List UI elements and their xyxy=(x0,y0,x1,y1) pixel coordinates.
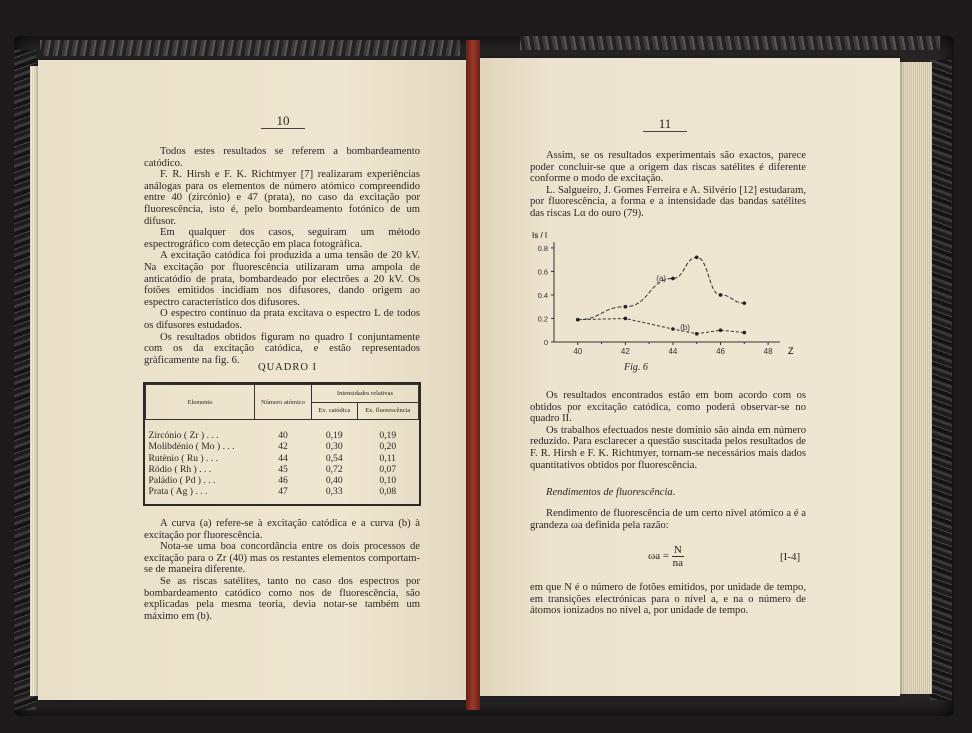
paragraph: O espectro contínuo da prata excitava o espectro L de todos os difusores estudados. xyxy=(144,308,420,331)
cell-atomic-number: 47 xyxy=(278,486,288,498)
cell-cathodic: 0,72 xyxy=(325,463,343,475)
closing-paragraph xyxy=(530,582,806,617)
definition-paragraph xyxy=(530,508,806,531)
paragraph: Se as riscas satélites, tanto no caso dos espectros por bombardeamento catódico como nos de fluorescência, são explicadas pela mesma teoria, devia notar-se também um máximo em (b). xyxy=(144,575,420,622)
paragraph: Assim, se os resultados experimentais são exactos, parece poder concluir-se que a origem das riscas satélites é diferente conforme o modo de excitação. xyxy=(530,150,806,185)
table-row xyxy=(146,441,419,452)
marbled-cover-top-left xyxy=(40,40,460,56)
cell-cathodic: 0,19 xyxy=(325,430,343,441)
page-edges-right xyxy=(898,62,932,694)
header-fluorescence: Ex. fluorescência xyxy=(357,402,418,420)
header-element: Elemento xyxy=(146,385,255,420)
fig-6-chart xyxy=(530,224,800,359)
series-b-point xyxy=(743,331,747,335)
paragraph: Os resultados obtidos figuram no quadro I conjuntamente com os da excitação catódica, e estão representados gràficamente na fig. 6. xyxy=(144,331,420,366)
paragraph: F. R. Hirsh e F. K. Richtmyer [7] realizaram experiências análogas para os elementos de número atómico compreendido entre 40 (zircónio) e 47 (prata), no caso da excitação por fluorescência, isto é, pelo bombardeamento fotónico de um difusor. xyxy=(144,169,420,227)
marbled-cover-top-right xyxy=(520,36,940,50)
series-a-point xyxy=(719,293,723,297)
equation-numerator: N xyxy=(673,544,682,556)
series-a-label: (a) xyxy=(656,273,667,283)
table-row xyxy=(146,475,419,486)
table-row xyxy=(146,453,419,464)
x-tick-label: 48 xyxy=(763,347,773,356)
paragraph: Os trabalhos efectuados neste domínio são ainda em número reduzido. Para esclarecer a questão suscitada pelos resultados de F. R. Hirsh e F. K. Richtmyer, tornam-se necessários mais dados quantitativos obtidos por fluorescência. xyxy=(530,424,806,471)
x-tick-label: 42 xyxy=(620,347,630,356)
paragraph: Os resultados encontrados estão em bom acordo com os obtidos por excitação catódica, como poderá observar-se no quadro II. xyxy=(530,390,806,425)
cell-element: Prata ( Ag ) . . . xyxy=(148,486,208,498)
header-cathodic: Ex. catódica xyxy=(312,402,358,420)
equation-label: [I-4] xyxy=(780,551,801,563)
series-b-label: (b) xyxy=(680,323,690,333)
y-tick-label: 0.4 xyxy=(537,290,548,300)
cell-atomic-number: 44 xyxy=(278,452,288,464)
left-page-number-rule xyxy=(261,128,305,129)
cell-cathodic: 0,40 xyxy=(325,475,343,487)
x-axis-label: Z xyxy=(788,346,794,356)
paragraph: A excitação catódica foi produzida a uma tensão de 20 kV. Na excitação por fluorescência utilizaram uma ampola de anticatódio de prata, bombardeado por electrões a 20 kV. Os fotões emitidos incidiam nos difusores, dando origem ao espectro característico dos difusores. xyxy=(144,250,420,308)
right-page-number: 11 xyxy=(658,116,672,131)
header-atomic-number: Número atómico xyxy=(255,385,312,420)
paragraph: Em qualquer dos casos, seguiram um método espectrográfico com detecção em placa fotográfica. xyxy=(144,227,420,250)
right-body-text-mid xyxy=(530,390,806,471)
equation-fraction xyxy=(672,544,684,569)
y-tick-label: 0.8 xyxy=(537,243,548,253)
table-title: QUADRO I xyxy=(258,362,318,373)
marbled-cover-right xyxy=(930,60,952,700)
table-row xyxy=(146,430,419,441)
series-b-point xyxy=(695,332,699,336)
book-spine-gutter xyxy=(466,40,480,710)
cell-element: Molibdénio ( Mo ) . . . xyxy=(148,441,235,453)
y-axis-label: Is / I xyxy=(532,231,548,240)
cell-cathodic: 0,54 xyxy=(325,452,343,464)
x-tick-label: 44 xyxy=(668,347,678,356)
table-body xyxy=(146,420,419,498)
series-b-point xyxy=(576,318,580,322)
right-page-number-rule xyxy=(643,131,687,132)
cell-cathodic: 0,33 xyxy=(325,486,343,498)
cell-fluorescence: 0,19 xyxy=(379,430,397,441)
series-a-point xyxy=(743,301,747,305)
series-a-point xyxy=(624,305,628,309)
equation xyxy=(648,544,684,569)
paragraph: A curva (a) refere-se à excitação catódica e a curva (b) à excitação por fluorescência. xyxy=(144,518,420,541)
cell-cathodic: 0,30 xyxy=(325,441,343,453)
left-body-text xyxy=(144,146,420,366)
table-row xyxy=(146,464,419,475)
series-b-point xyxy=(671,327,675,331)
right-body-text xyxy=(530,150,806,220)
paragraph: Todos estes resultados se referem a bombardeamento catódico. xyxy=(144,146,420,169)
quadro-table xyxy=(145,384,419,498)
cell-element: Paládio ( Pd ) . . . xyxy=(148,475,216,487)
table-row xyxy=(146,486,419,497)
left-page-number: 10 xyxy=(276,113,290,128)
y-tick-label: 0 xyxy=(543,338,548,347)
paragraph: em que N é o número de fotões emitidos, por unidade de tempo, em transições electrónicas para o nível a, e na o número de átomos ionizados no nível a, por unidade de tempo. xyxy=(530,582,806,617)
figure-caption: Fig. 6 xyxy=(624,362,648,373)
cell-element: Rutènio ( Ru ) . . . xyxy=(148,452,219,464)
cell-atomic-number: 45 xyxy=(278,463,288,475)
series-a-line xyxy=(578,257,745,319)
cell-element: Ródio ( Rh ) . . . xyxy=(148,463,212,475)
cell-atomic-number: 40 xyxy=(278,430,288,441)
cell-fluorescence: 0,07 xyxy=(379,463,397,475)
cell-fluorescence: 0,20 xyxy=(379,441,397,453)
series-a-point xyxy=(671,277,675,281)
cell-element: Zircónio ( Zr ) . . . xyxy=(148,430,219,441)
section-title: Rendimentos de fluorescência. xyxy=(546,487,676,498)
cell-fluorescence: 0,11 xyxy=(379,452,396,464)
header-intensities: Intensidades relativas xyxy=(312,385,419,403)
equation-denominator: na xyxy=(672,557,683,569)
cell-fluorescence: 0,10 xyxy=(379,475,397,487)
x-tick-label: 40 xyxy=(573,347,583,356)
cell-atomic-number: 46 xyxy=(278,475,288,487)
cell-fluorescence: 0,08 xyxy=(379,486,397,498)
paragraph: Rendimento de fluorescência de um certo nível atómico a é a grandeza ωa definida pela razão: xyxy=(530,508,806,531)
left-body-text-after xyxy=(144,518,420,622)
y-tick-label: 0.2 xyxy=(537,314,548,324)
x-tick-label: 46 xyxy=(716,347,725,356)
y-tick-label: 0.6 xyxy=(537,267,548,277)
paragraph: Nota-se uma boa concordância entre os dois processos de excitação para o Zr (40) mas os restantes elementos comportam-se de maneira diferente. xyxy=(144,541,420,576)
equation-lhs: ωa = xyxy=(648,550,670,563)
series-b-point xyxy=(719,328,723,332)
series-b-point xyxy=(624,317,628,321)
paragraph: L. Salgueiro, J. Gomes Ferreira e A. Silvério [12] estudaram, por fluorescência, a forma e a intensidade das bandas satélites das riscas Lα do ouro (79). xyxy=(530,184,806,219)
series-a-point xyxy=(695,255,699,259)
cell-atomic-number: 42 xyxy=(278,441,288,453)
